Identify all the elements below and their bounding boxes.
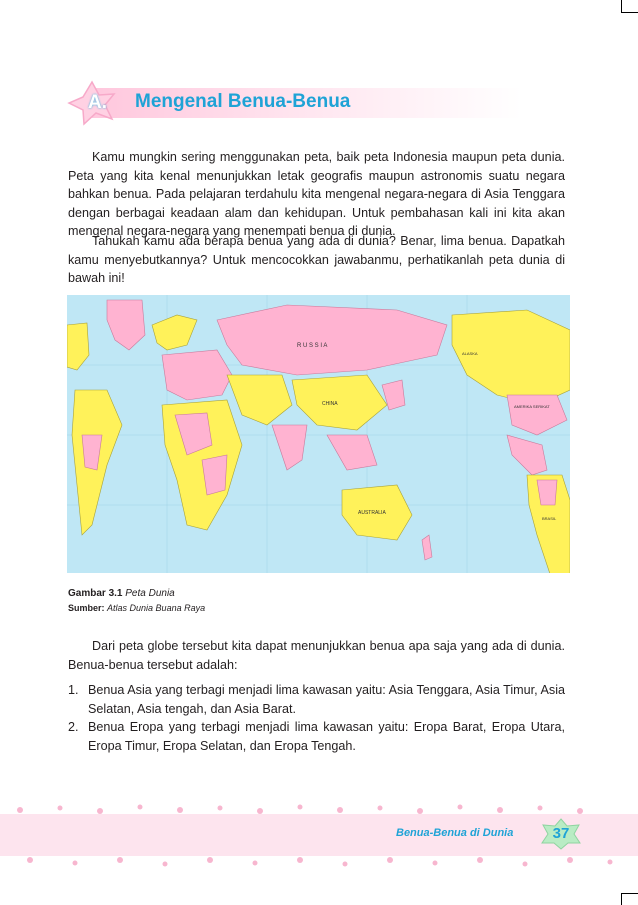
- figure-title: Peta Dunia: [125, 588, 175, 599]
- running-title: Benua-Benua di Dunia: [396, 827, 514, 839]
- crop-mark: [621, 12, 638, 13]
- paragraph-1-text: Kamu mungkin sering menggunakan peta, baik peta Indonesia maupun peta dunia. Peta yang kita kenal menunjukkan letak geografis maupun astronomis suatu negara bahkan benua. Pada pelajaran terdahulu kita mengenal negara-negara di Asia Tenggara dengan berbagai keadaan alam dan kehidupan. Untuk pembahasan kali ini kita akan mengenal negara-negara yang menempati benua di dunia.: [68, 150, 565, 238]
- map-label-russia: R U S S I A: [297, 343, 328, 349]
- section-letter: A.: [88, 92, 107, 113]
- section-title: Mengenal Benua-Benua: [135, 91, 351, 112]
- figure-source-text: Atlas Dunia Buana Raya: [107, 603, 206, 613]
- page-number-badge: [540, 818, 582, 850]
- figure-source: [68, 603, 205, 613]
- world-map-graphic: [67, 295, 570, 582]
- section-heading: [62, 80, 522, 124]
- paragraph-2: [68, 232, 565, 288]
- map-label-brazil: BRASIL: [542, 516, 557, 521]
- map-label-alaska: ALASKA: [462, 351, 478, 356]
- list-item: [68, 681, 565, 718]
- continent-list: [68, 681, 565, 755]
- map-label-australia: AUSTRALIA: [358, 510, 386, 516]
- figure-label: Gambar 3.1: [68, 588, 123, 599]
- list-item-number: 1.: [68, 683, 79, 697]
- list-item-number: 2.: [68, 720, 79, 734]
- list-item-text: Benua Asia yang terbagi menjadi lima kawasan yaitu: Asia Tenggara, Asia Timur, Asia Selatan, Asia tengah, dan Asia Barat.: [88, 683, 565, 716]
- page-number: 37: [552, 825, 570, 842]
- paragraph-3: [68, 637, 565, 674]
- map-label-north-america: AMERIKA SERIKAT: [514, 404, 550, 409]
- figure-source-label: Sumber:: [68, 603, 105, 613]
- crop-mark: [621, 893, 622, 905]
- crop-mark: [621, 893, 638, 894]
- world-map: [67, 295, 570, 582]
- paragraph-1: [68, 148, 565, 241]
- paragraph-2-text: Tahukah kamu ada berapa benua yang ada di dunia? Benar, lima benua. Dapatkah kamu menyebutkannya? Untuk mencocokkan jawabanmu, perhatikanlah peta dunia di bawah ini!: [68, 234, 565, 285]
- paragraph-3-text: Dari peta globe tersebut kita dapat menunjukkan benua apa saja yang ada di dunia. Benua-benua tersebut adalah:: [68, 639, 565, 672]
- map-label-china: CHINA: [322, 401, 338, 407]
- list-item: [68, 718, 565, 755]
- figure-caption: [68, 588, 175, 599]
- list-item-text: Benua Eropa yang terbagi menjadi lima kawasan yaitu: Eropa Barat, Eropa Utara, Eropa Timur, Eropa Selatan, dan Eropa Tengah.: [88, 720, 565, 753]
- crop-mark: [621, 0, 622, 12]
